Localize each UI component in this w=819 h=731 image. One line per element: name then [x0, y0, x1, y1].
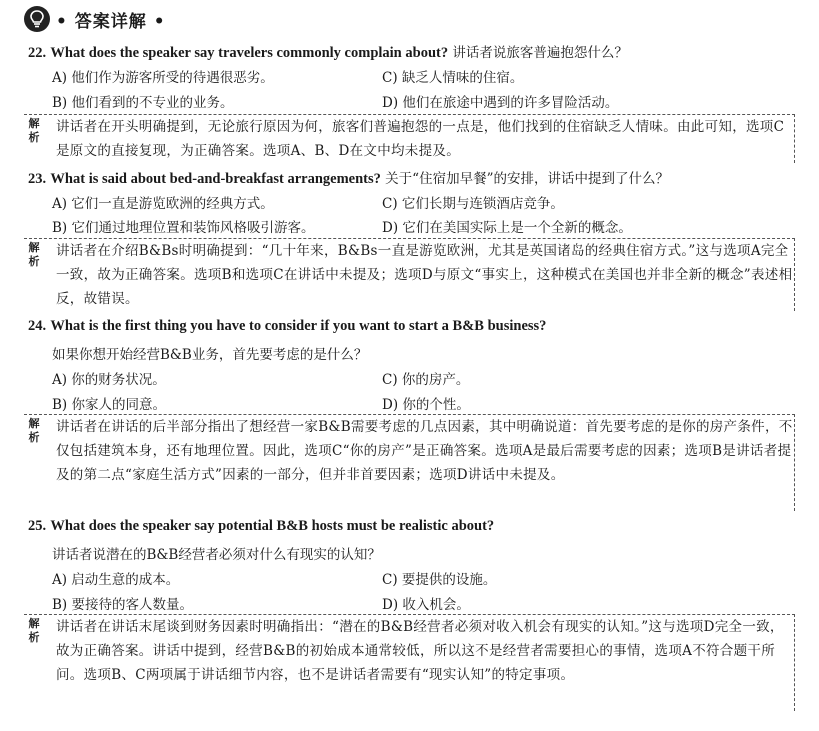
section-header — [24, 4, 166, 34]
option-c: C) 它们长期与连锁酒店竞争。 — [382, 196, 564, 212]
question-number: 24. — [28, 318, 47, 334]
lightbulb-icon — [24, 6, 50, 32]
analysis-text: 讲话者在讲话末尾谈到财务因素时明确指出：“潜在的B&B经营者必须对收入机会有现实的认知。”这与选项D完全一致，故为正确答案。讲话中提到，经营B&B的初始成本通常较低，所以这不是经营者需要担心的事情，选项A不符合题干所问。选项B、C两项属于讲话细节内容，也不是讲话者需要有“现实认知”的特定事项。 — [56, 619, 784, 683]
option-a: A) 它们一直是游览欧洲的经典方式。 — [52, 196, 274, 212]
option-a: A) 他们作为游客所受的待遇很恶劣。 — [52, 70, 274, 86]
question-text-en: What does the speaker say potential B&B hosts must be realistic about? — [50, 518, 495, 534]
option-b: B) 你家人的同意。 — [52, 397, 166, 413]
option-b: B) 他们看到的不专业的业务。 — [52, 95, 234, 111]
question-25 — [28, 518, 494, 535]
analysis-text: 讲话者在介绍B&Bs时明确提到：“几十年来，B&Bs一直是游览欧洲，尤其是英国诸岛的经典住宿方式。”这与选项A完全一致，故为正确答案。选项B和选项C在讲话中未提及；选项D与原文“事实上，这种模式在美国也并非全新的概念”表述相反，故错误。 — [56, 243, 793, 307]
analysis-text: 讲话者在讲话的后半部分指出了想经营一家B&B需要考虑的几点因素，其中明确说道：首先要考虑的是你的房产条件，不仅包括建筑本身，还有地理位置。因此，选项C“你的房产”是正确答案。选项A是最后需要考虑的因素；选项B是讲话者提及的第二点“家庭生活方式”因素的一部分，但并非首要因素；选项D讲话中未提及。 — [56, 419, 793, 483]
option-c: C) 缺乏人情味的住宿。 — [382, 70, 524, 86]
option-b: B) 它们通过地理位置和装饰风格吸引游客。 — [52, 220, 315, 236]
option-a: A) 你的财务状况。 — [52, 372, 166, 388]
section-title: • 答案详解 • — [56, 11, 166, 32]
analysis-box — [24, 238, 795, 311]
question-22 — [28, 41, 628, 62]
question-text-zh: 讲话者说潜在的B&B经营者必须对什么有现实的认知？ — [52, 547, 381, 563]
analysis-box — [24, 114, 795, 163]
analysis-label: 解析 — [28, 617, 40, 644]
question-number: 22. — [28, 45, 47, 61]
option-d: D) 它们在美国实际上是一个全新的概念。 — [382, 220, 632, 236]
option-c: C) 你的房产。 — [382, 372, 470, 388]
option-d: D) 你的个性。 — [382, 397, 470, 413]
option-d: D) 他们在旅途中遇到的许多冒险活动。 — [382, 95, 619, 111]
question-number: 25. — [28, 518, 47, 534]
option-d: D) 收入机会。 — [382, 597, 470, 613]
analysis-label: 解析 — [28, 417, 40, 444]
option-a: A) 启动生意的成本。 — [52, 572, 180, 588]
question-text-en: What does the speaker say travelers commonly complain about? — [50, 45, 449, 61]
option-c: C) 要提供的设施。 — [382, 572, 497, 588]
analysis-box — [24, 614, 795, 711]
analysis-label: 解析 — [28, 241, 40, 268]
question-text-zh: 关于“住宿加早餐”的安排，讲话中提到了什么？ — [385, 171, 669, 187]
question-text-en: What is said about bed-and-breakfast arrangements? — [50, 171, 381, 187]
question-23 — [28, 167, 669, 188]
question-text-zh: 讲话者说旅客普遍抱怨什么？ — [452, 45, 628, 61]
option-b: B) 要接待的客人数量。 — [52, 597, 193, 613]
question-text-zh: 如果你想开始经营B&B业务，首先要考虑的是什么？ — [52, 347, 368, 363]
question-number: 23. — [28, 171, 47, 187]
question-24 — [28, 318, 546, 335]
analysis-box — [24, 414, 795, 511]
analysis-label: 解析 — [28, 117, 40, 144]
question-text-en: What is the first thing you have to consider if you want to start a B&B business? — [50, 318, 547, 334]
analysis-text: 讲话者在开头明确提到，无论旅行原因为何，旅客们普遍抱怨的一点是，他们找到的住宿缺乏人情味。由此可知，选项C是原文的直接复现，为正确答案。选项A、B、D在文中均未提及。 — [56, 119, 785, 159]
